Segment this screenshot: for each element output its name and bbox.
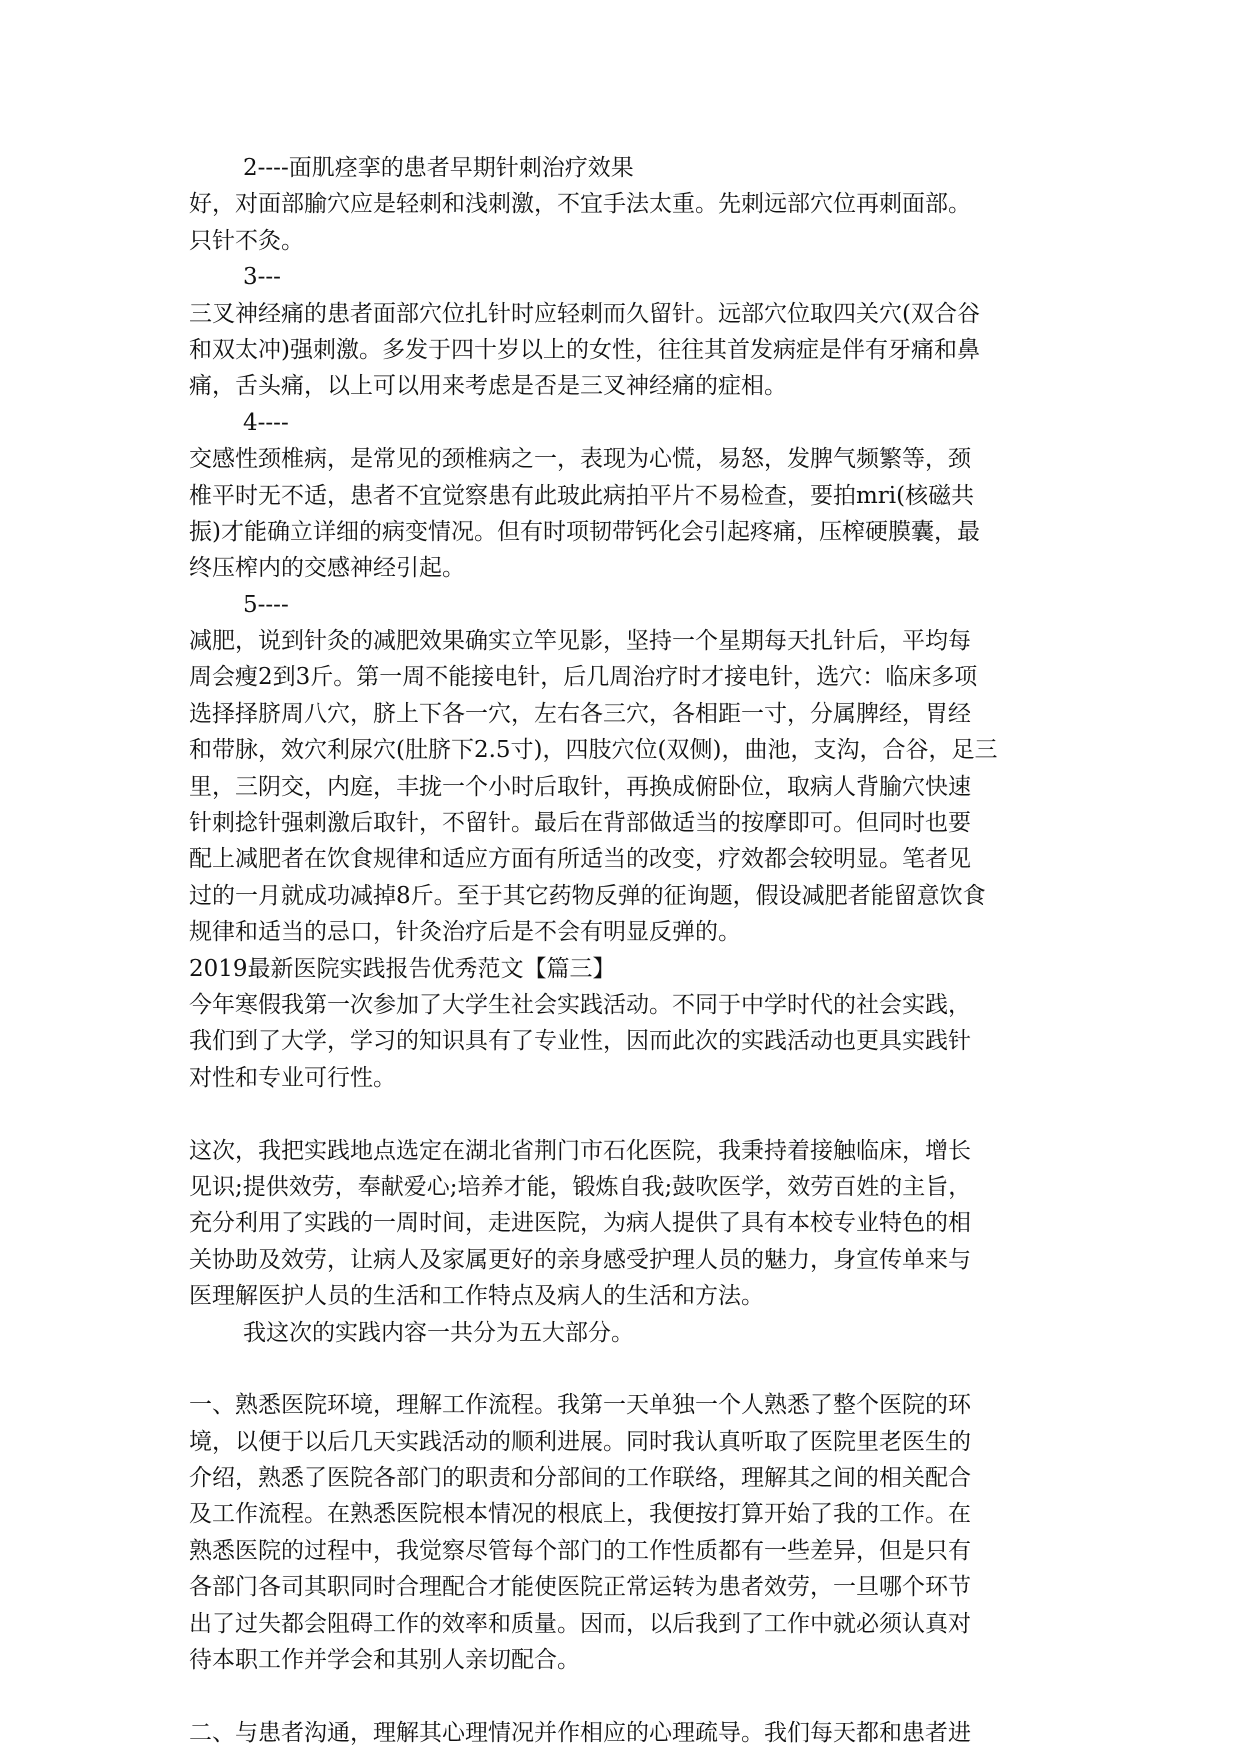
text-line: 椎平时无不适，患者不宜觉察患有此玻此病拍平片不易检查，要拍mri(核磁共 (189, 482, 975, 509)
text-line: 好，对面部腧穴应是轻刺和浅刺激，不宜手法太重。先刺远部穴位再刺面部。 (189, 191, 971, 218)
text-line: 一、熟悉医院环境，理解工作流程。我第一天单独一个人熟悉了整个医院的环 (189, 1392, 971, 1419)
text-line: 规律和适当的忌口，针灸治疗后是不会有明显反弹的。 (189, 919, 741, 946)
text-line: 4---- (243, 409, 289, 436)
text-line: 和双太冲)强刺激。多发于四十岁以上的女性，往往其首发病症是伴有牙痛和鼻 (189, 336, 980, 363)
text-line: 3--- (243, 264, 281, 291)
text-line: 配上减肥者在饮食规律和适应方面有所适当的改变，疗效都会较明显。笔者见 (189, 846, 971, 873)
text-line: 针刺捻针强刺激后取针，不留针。最后在背部做适当的按摩即可。但同时也要 (189, 810, 971, 837)
text-line: 振)才能确立详细的病变情况。但有时项韧带钙化会引起疼痛，压榨硬膜囊，最 (189, 518, 980, 545)
text-line: 对性和专业可行性。 (189, 1064, 396, 1091)
text-line: 我们到了大学，学习的知识具有了专业性，因而此次的实践活动也更具实践针 (189, 1028, 971, 1055)
text-line: 2019最新医院实践报告优秀范文【篇三】 (189, 955, 616, 982)
text-line: 终压榨内的交感神经引起。 (189, 555, 465, 582)
text-line: 周会瘦2到3斤。第一周不能接电针，后几周治疗时才接电针，选穴：临床多项 (189, 664, 978, 691)
text-line: 只针不灸。 (189, 227, 304, 254)
text-line: 选择择脐周八穴，脐上下各一穴，左右各三穴，各相距一寸，分属脾经，胃经 (189, 700, 971, 727)
text-line: 三叉神经痛的患者面部穴位扎针时应轻刺而久留针。远部穴位取四关穴(双合谷 (189, 300, 980, 327)
text-line: 医理解医护人员的生活和工作特点及病人的生活和方法。 (189, 1283, 764, 1310)
text-line: 关协助及效劳，让病人及家属更好的亲身感受护理人员的魅力，身宣传单来与 (189, 1246, 971, 1273)
text-line: 这次，我把实践地点选定在湖北省荆门市石化医院，我秉持着接触临床，增长 (189, 1137, 971, 1164)
text-line: 充分利用了实践的一周时间，走进医院，为病人提供了具有本校专业特色的相 (189, 1210, 971, 1237)
document-page (189, 150, 1059, 1751)
text-line: 待本职工作并学会和其别人亲切配合。 (189, 1647, 580, 1674)
text-line: 里，三阴交，内庭，丰拢一个小时后取针，再换成俯卧位，取病人背腧穴快速 (189, 773, 971, 800)
text-line: 过的一月就成功减掉8斤。至于其它药物反弹的征询题，假设减肥者能留意饮食 (189, 882, 986, 909)
blank-line (189, 1678, 1059, 1714)
text-line: 减肥，说到针灸的减肥效果确实立竿见影，坚持一个星期每天扎针后，平均每 (189, 628, 971, 655)
text-line: 痛，舌头痛，以上可以用来考虑是否是三叉神经痛的症相。 (189, 373, 787, 400)
text-line: 和带脉，效穴利尿穴(肚脐下2.5寸)，四肢穴位(双侧)，曲池，支沟，合谷，足三 (189, 737, 998, 764)
text-line: 2----面肌痉挛的患者早期针刺治疗效果 (243, 155, 634, 181)
text-line: 各部门各司其职同时合理配合才能使医院正常运转为患者效劳，一旦哪个环节 (189, 1574, 971, 1601)
text-line: 熟悉医院的过程中，我觉察尽管每个部门的工作性质都有一些差异，但是只有 (189, 1537, 971, 1564)
text-line: 出了过失都会阻碍工作的效率和质量。因而，以后我到了工作中就必须认真对 (189, 1610, 971, 1637)
blank-line (189, 1096, 1059, 1132)
text-line: 我这次的实践内容一共分为五大部分。 (243, 1319, 634, 1346)
text-line: 介绍，熟悉了医院各部门的职责和分部间的工作联络，理解其之间的相关配合 (189, 1465, 971, 1492)
text-line: 5---- (243, 591, 289, 618)
blank-line (189, 1351, 1059, 1387)
text-line: 今年寒假我第一次参加了大学生社会实践活动。不同于中学时代的社会实践， (189, 991, 971, 1018)
text-line: 见识;提供效劳，奉献爱心;培养才能，锻炼自我;鼓吹医学，效劳百姓的主旨， (189, 1173, 972, 1200)
text-line: 二、与患者沟通，理解其心理情况并作相应的心理疏导。我们每天都和患者进 (189, 1719, 971, 1746)
text-line: 交感性颈椎病，是常见的颈椎病之一，表现为心慌，易怒，发脾气频繁等，颈 (189, 446, 971, 473)
text-line: 境，以便于以后几天实践活动的顺利进展。同时我认真听取了医院里老医生的 (189, 1428, 971, 1455)
text-line: 及工作流程。在熟悉医院根本情况的根底上，我便按打算开始了我的工作。在 (189, 1501, 971, 1528)
